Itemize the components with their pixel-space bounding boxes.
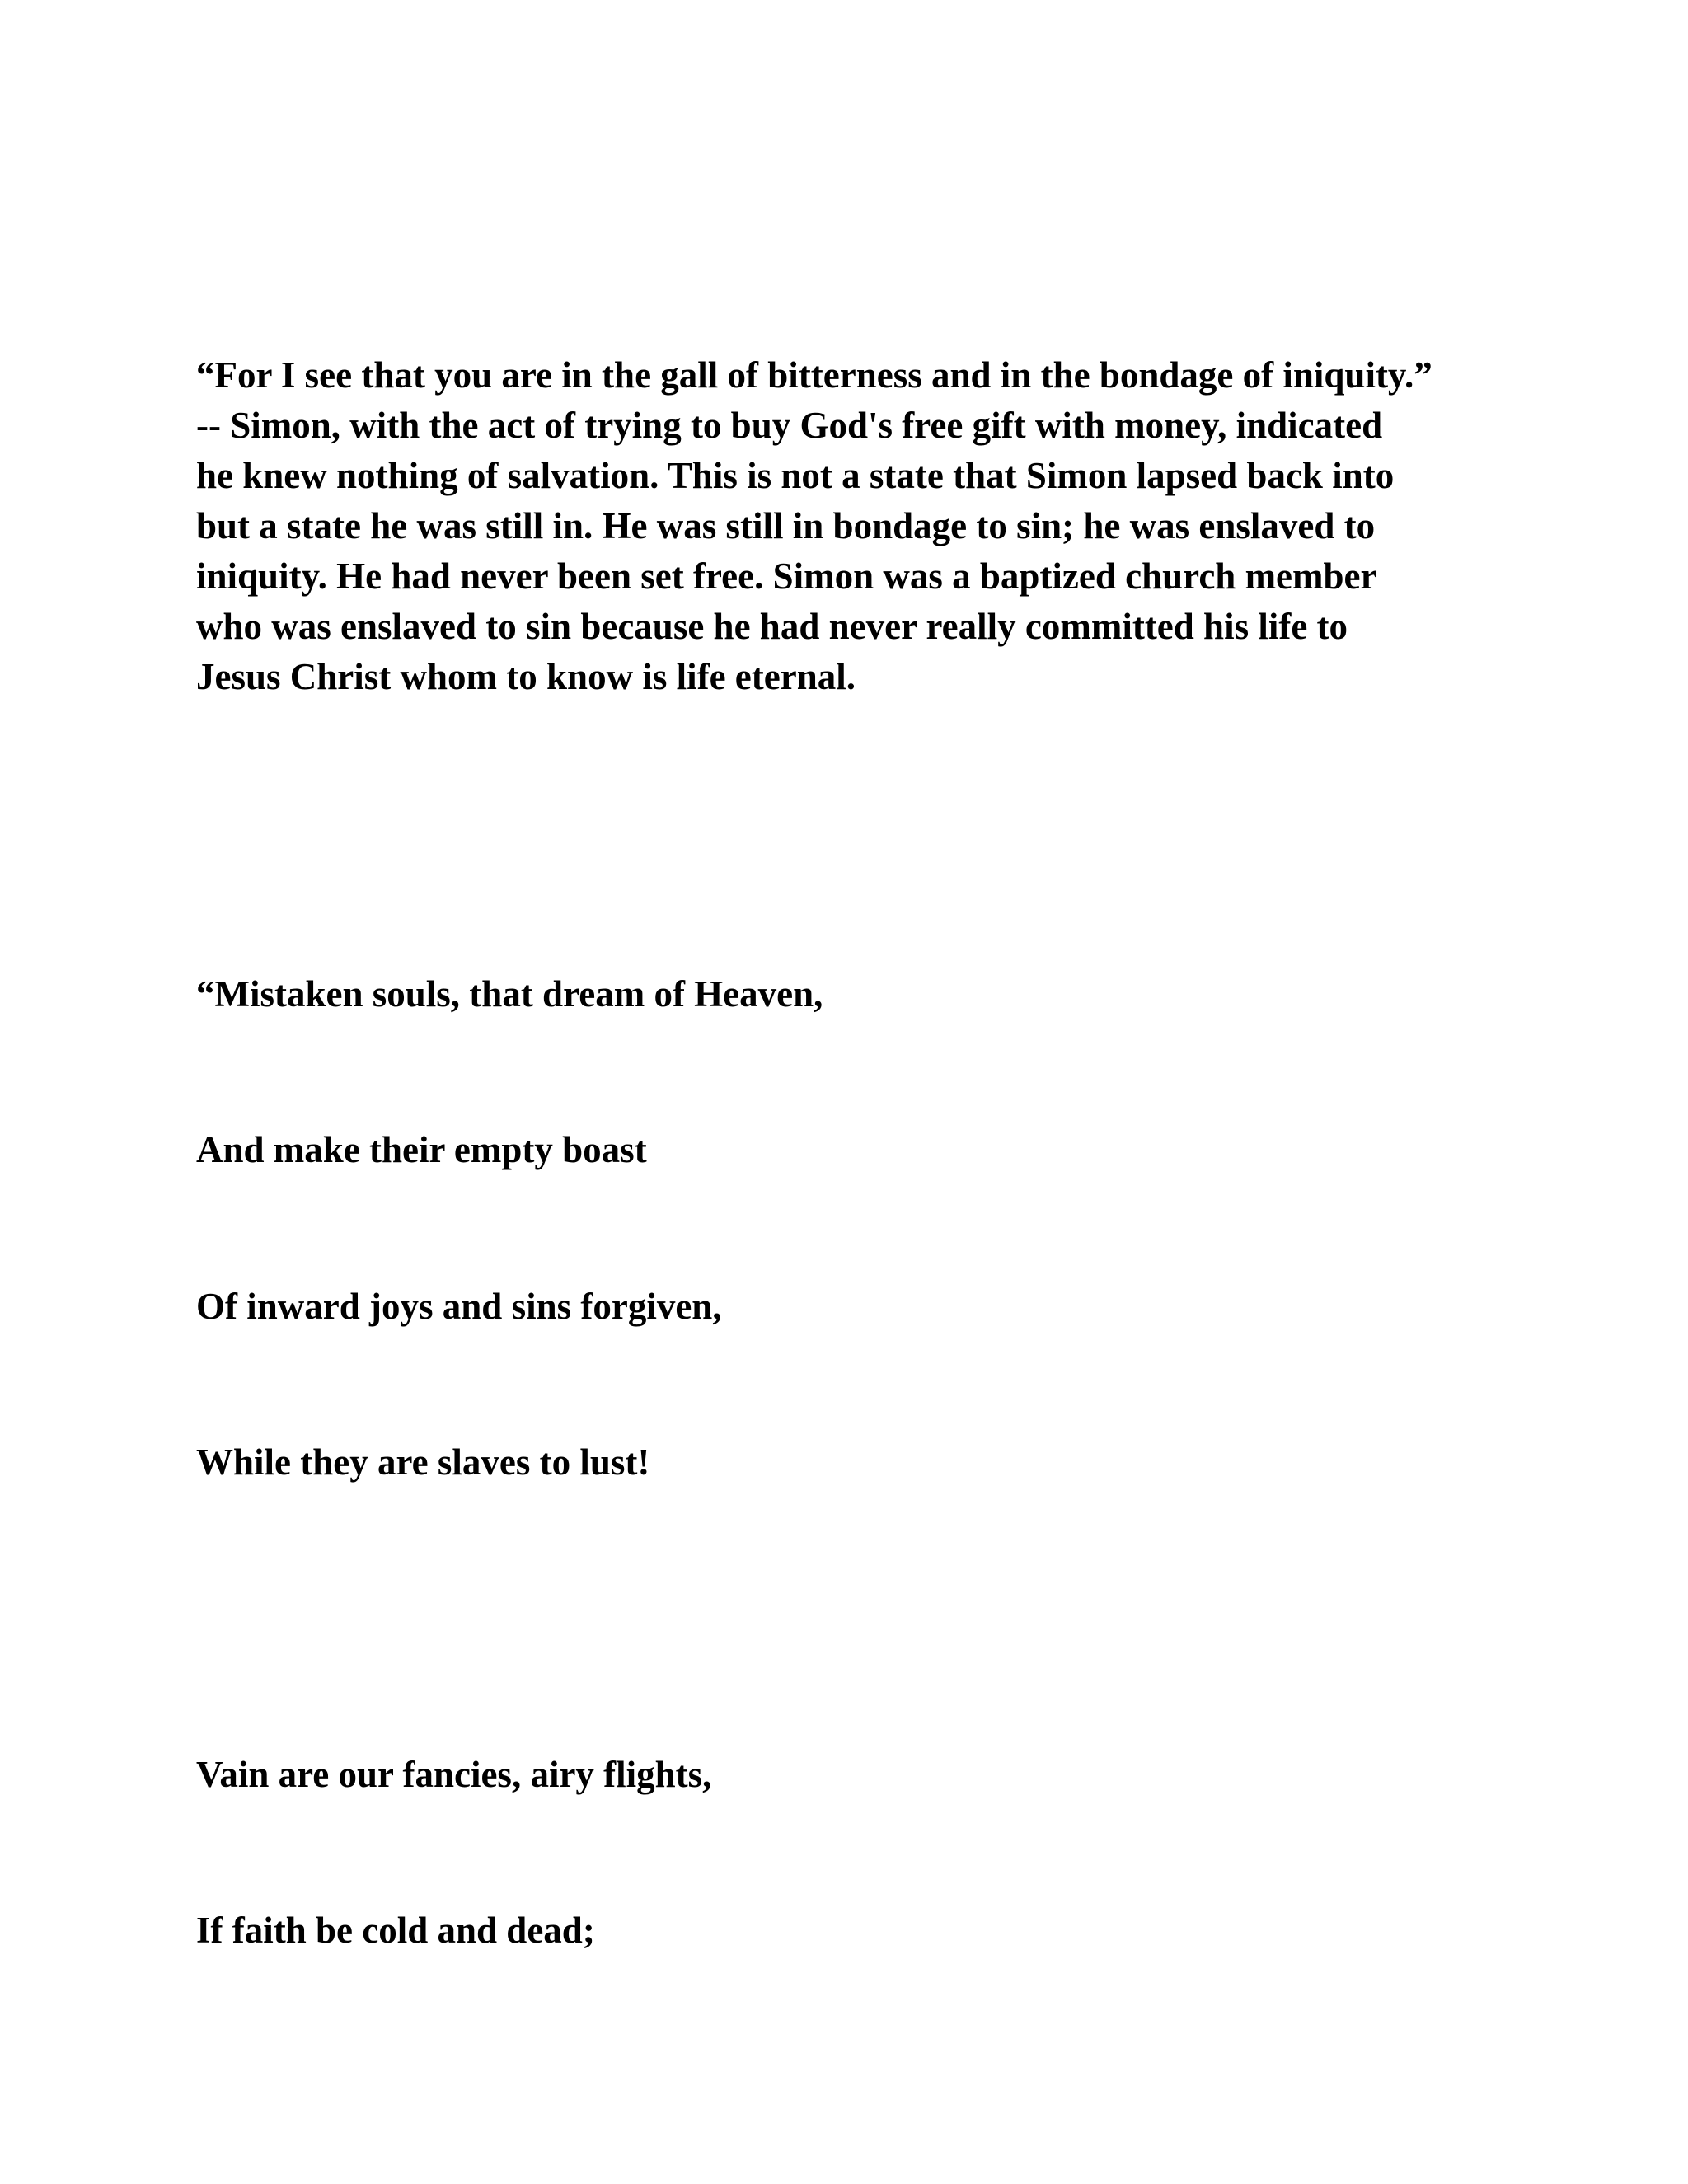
poem-line: Of inward joys and sins forgiven,: [196, 1286, 722, 1327]
paragraph-line: who was enslaved to sin because he had never really committed his life to: [196, 606, 1348, 647]
paragraph-line: he knew nothing of salvation. This is not a state that Simon lapsed back into: [196, 455, 1395, 496]
poem-line: If faith be cold and dead;: [196, 1910, 595, 1951]
paragraph-line: iniquity. He had never been set free. Simon was a baptized church member: [196, 555, 1377, 597]
poem-line: Vain are our fancies, airy flights,: [196, 1754, 712, 1795]
paragraph-line: “For I see that you are in the gall of bitterness and in the bondage of iniquity.”: [196, 354, 1432, 396]
paragraph-line: -- Simon, with the act of trying to buy God's free gift with money, indicated: [196, 405, 1383, 446]
paragraph-line: Jesus Christ whom to know is life eternal.: [196, 656, 856, 697]
poem-line: While they are slaves to lust!: [196, 1441, 650, 1483]
poem-line: “Mistaken souls, that dream of Heaven,: [196, 973, 823, 1015]
poem-line: And make their empty boast: [196, 1129, 647, 1170]
paragraph-line: but a state he was still in. He was still in bondage to sin; he was enslaved to: [196, 505, 1376, 546]
commentary-paragraph: [196, 350, 1482, 702]
